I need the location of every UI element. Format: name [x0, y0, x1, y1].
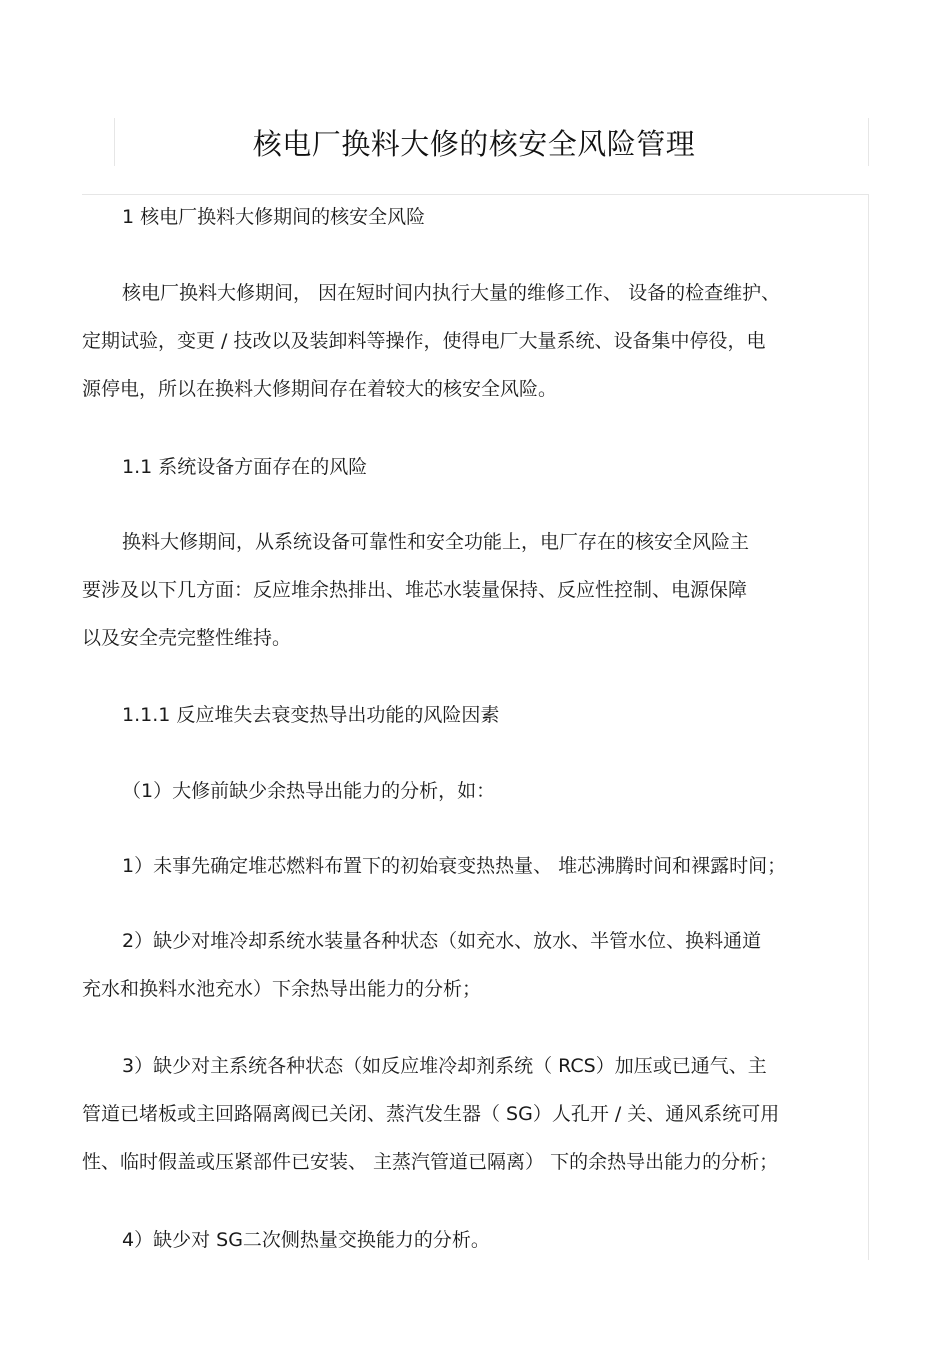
body-paragraph: [82, 518, 862, 662]
text-line: （1）大修前缺少余热导出能力的分析，如：: [122, 780, 496, 802]
text-line: 1.1.1 反应堆失去衰变热导出功能的风险因素: [122, 704, 500, 726]
page-title: 核电厂换料大修的核安全风险管理: [252, 127, 696, 161]
text-line: 管道已堵板或主回路隔离阀已关闭、蒸汽发生器（ SG）人孔开 / 关、通风系统可用: [82, 1103, 780, 1125]
text-line: 4）缺少对 SG二次侧热量交换能力的分析。: [122, 1229, 490, 1251]
section-heading: [82, 691, 862, 739]
text-line: 源停电，所以在换料大修期间存在着较大的核安全风险。: [82, 378, 558, 400]
text-line: 要涉及以下几方面：反应堆余热排出、堆芯水装量保持、反应性控制、电源保障: [82, 579, 748, 601]
text-line: 性、临时假盖或压紧部件已安装、 主蒸汽管道已隔离） 下的余热导出能力的分析；: [82, 1151, 779, 1173]
list-item: [82, 842, 862, 890]
section-heading: [82, 193, 862, 241]
title-top-right-rule: [868, 118, 869, 166]
text-line: 核电厂换料大修期间， 因在短时间内执行大量的维修工作、 设备的检查维护、: [122, 282, 781, 304]
text-line: 2）缺少对堆冷却系统水装量各种状态（如充水、放水、半管水位、换料通道: [122, 930, 762, 952]
text-line: 1）未事先确定堆芯燃料布置下的初始衰变热热量、 堆芯沸腾时间和裸露时间；: [122, 855, 787, 877]
text-line: 1.1 系统设备方面存在的风险: [122, 456, 368, 478]
section-heading: [82, 443, 862, 491]
text-line: 定期试验，变更 / 技改以及装卸料等操作，使得电厂大量系统、设备集中停役，电: [82, 330, 766, 352]
text-line: 换料大修期间，从系统设备可靠性和安全功能上，电厂存在的核安全风险主: [122, 531, 750, 553]
text-line: 3）缺少对主系统各种状态（如反应堆冷却剂系统（ RCS）加压或已通气、主: [122, 1055, 767, 1077]
list-item: [82, 1216, 862, 1264]
page-right-rule: [868, 194, 869, 1260]
list-item: [82, 767, 862, 815]
list-item: [82, 1042, 862, 1186]
text-line: 1 核电厂换料大修期间的核安全风险: [122, 206, 426, 228]
text-line: 以及安全壳完整性维持。: [82, 627, 292, 649]
body-paragraph: [82, 269, 862, 413]
list-item: [82, 917, 862, 1013]
text-line: 充水和换料水池充水）下余热导出能力的分析；: [82, 978, 482, 1000]
